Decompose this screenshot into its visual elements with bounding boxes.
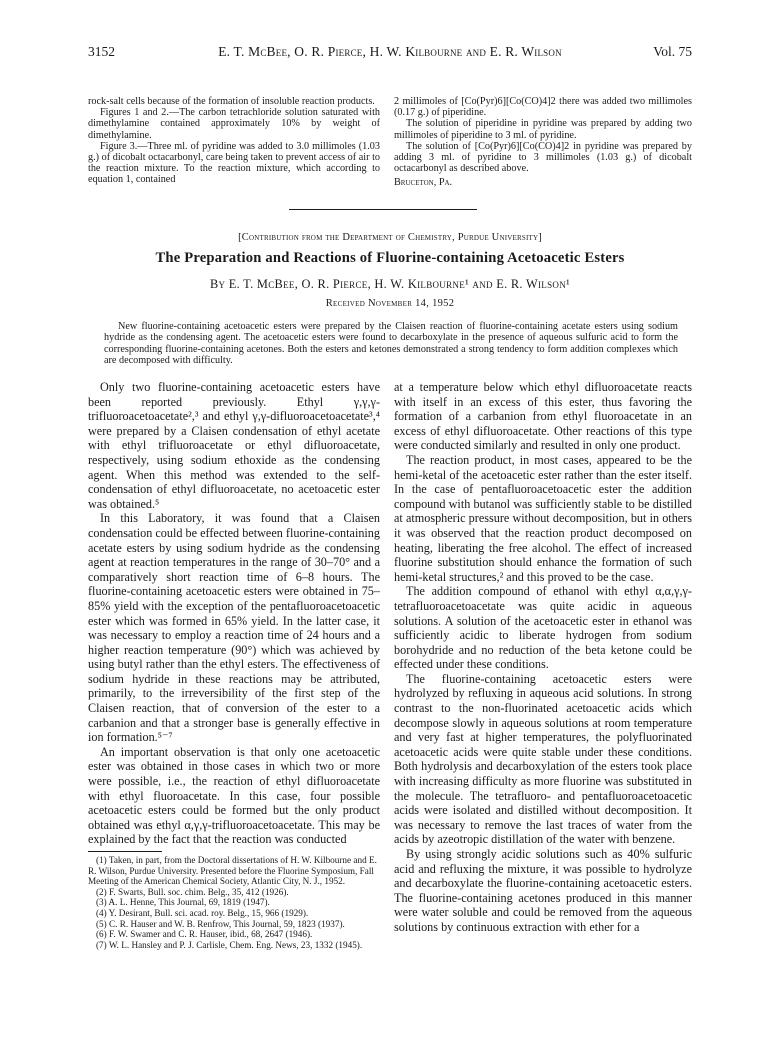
prev-article-signoff: Bruceton, Pa. bbox=[394, 177, 453, 189]
prev-paragraph: Figure 3.—Three ml. of pyridine was added to 3.0 millimoles (1.03 g.) of dicobalt octacarbonyl, care being taken to prevent access of air to the reaction mixture. To the reaction mixture, which according to equation 1, contained bbox=[88, 140, 380, 186]
body-right-column bbox=[394, 380, 692, 935]
footnote: (4) Y. Desirant, Bull. sci. acad. roy. Belg., 15, 966 (1929). bbox=[96, 907, 309, 918]
prev-paragraph: The solution of [Co(Pyr)6][Co(CO)4]2 in pyridine was prepared by adding 3 ml. of pyridine to 3 millimoles (1.03 g.) of dicobalt octacarbonyl as described above. bbox=[394, 140, 692, 175]
body-paragraph: Only two fluorine-containing acetoacetic esters have been reported previously. Ethyl γ,γ,γ-trifluoroacetoacetate²,³ and ethyl γ,γ-difluoroacetoacetate³,⁴ were prepared by a Claisen condensation of ethyl acetate with ethyl trifluoroacetate or ethyl difluoroacetate, respectively, using sodium ethoxide as the condensing agent. When this method was extended to the self-condensation of ethyl difluoroacetate, no acetoacetic ester was obtained.⁵ bbox=[88, 380, 380, 511]
prev-paragraph: Figures 1 and 2.—The carbon tetrachloride solution saturated with dimethylamine contained approximately 10% by weight of dimethylamine. bbox=[88, 107, 380, 141]
body-paragraph: By using strongly acidic solutions such as 40% sulfuric acid and refluxing the mixture, it was possible to hydrolyze and decarboxylate the fluorine-containing acetoacetic esters. The fluorine-containing acetones produced in this manner were water soluble and could be removed from the aqueous solutions by continuous extraction with ether for a bbox=[394, 847, 692, 934]
body-paragraph: The addition compound of ethanol with ethyl α,α,γ,γ-tetrafluoroacetoacetate was quite acidic in aqueous solutions. A solution of the acetoacetic ester in ethanol was sufficiently acidic to liberate hydrogen from sodium borohydride and no reduction of the beta ketone could be effected under these conditions. bbox=[394, 584, 692, 672]
contribution-line: [Contribution from the Department of Chemistry, Purdue University] bbox=[238, 232, 542, 243]
section-divider bbox=[289, 209, 477, 210]
body-left-column bbox=[88, 380, 380, 950]
body-paragraph: An important observation is that only one acetoacetic ester was obtained in those cases in which two or more were possible, i.e., the reaction of ethyl difluoroacetate with ethyl fluoroacetate. In this case, four possible acetoacetic esters could be formed but the only product obtained was ethyl α,γ,γ-trifluoroacetoacetate. This may be explained by the fact that the reaction was conducted bbox=[88, 744, 380, 847]
footnote: (7) W. L. Hansley and P. J. Carlisle, Chem. Eng. News, 23, 1332 (1945). bbox=[96, 939, 363, 950]
header-authors: E. T. McBee, O. R. Pierce, H. W. Kilbourne and E. R. Wilson bbox=[218, 44, 562, 59]
running-header bbox=[88, 44, 692, 64]
body-paragraph: The reaction product, in most cases, appeared to be the hemi-ketal of the acetoacetic ester rather than the ester itself. In the case of pentafluoroacetoacetic ester the addition compound with butanol was sufficiently stable to be distilled at atmospheric pressure without decomposition, but in others it was observed that the reaction product decomposed on heating, liberating the free alcohol. The effect of increased fluorine substitution should enhance the formation of such hemi-ketal structures,² and this proved to be the case. bbox=[394, 452, 692, 584]
footnote: (1) Taken, in part, from the Doctoral dissertations of H. W. Kilbourne and E. R. Wilson, Purdue University. Presented before the Fluorine Symposium, Fall Meeting of the American Chemical Society, Atlantic City, N. J., 1952. bbox=[88, 855, 377, 887]
body-paragraph: In this Laboratory, it was found that a Claisen condensation could be effected between fluorine-containing acetate esters by using sodium hydride as the condensing agent at reaction temperatures in the range of 30–70° and a comparatively short reaction time of 6–8 hours. The fluorine-containing acetoacetic esters were obtained in 75–85% yield with the exception of the pentafluoroacetoacetic ester which was formed in 65% yield. In the latter case, it was necessary to employ a reaction time of 24 hours and a higher reaction temperature (90°) which was achieved by using butyl rather than the ethyl esters. The effectiveness of sodium hydride in these reactions may be attributed, primarily, to the irreversibility of the first step of the Claisen reaction, that of conversion of the ester to a carbanion and that a stronger base is generally effective in ion formation.⁵⁻⁷ bbox=[88, 511, 380, 745]
footnote-divider bbox=[88, 851, 162, 852]
footnote: (3) A. L. Henne, This Journal, 69, 1819 (1947). bbox=[96, 897, 270, 908]
received-date: Received November 14, 1952 bbox=[325, 298, 455, 309]
footnote: (6) F. W. Swamer and C. R. Hauser, ibid., 68, 2647 (1946). bbox=[96, 929, 313, 940]
body-paragraph: The fluorine-containing acetoacetic esters were hydrolyzed by refluxing in aqueous acid solutions. In strong contrast to the non-fluorinated acetoacetic acids which decompose slowly in aqueous solutions at room temperature and very fast at higher temperatures, the polyfluorinated acetoacetic acids were quite stable under these conditions. Both hydrolysis and decarboxylation of the esters took place with increasing difficulty as more fluorine was substituted in the molecule. The tetrafluoro- and pentafluoroacetoacetic acids were isolated and distilled without decomposition. It was necessary to remove the last traces of water from the acids by azeotropic distillation of the water with benzene. bbox=[394, 671, 692, 847]
footnote: (5) C. R. Hauser and W. B. Renfrow, This Journal, 59, 1823 (1937). bbox=[96, 918, 345, 929]
footnotes bbox=[88, 855, 380, 950]
prev-paragraph: 2 millimoles of [Co(Pyr)6][Co(CO)4]2 there was added two millimoles (0.17 g.) of piperidine. bbox=[394, 96, 692, 119]
article-byline: By E. T. McBee, O. R. Pierce, H. W. Kilbourne¹ and E. R. Wilson¹ bbox=[209, 277, 571, 291]
volume-label: Vol. 75 bbox=[653, 44, 692, 59]
article-title: The Preparation and Reactions of Fluorine-containing Acetoacetic Esters bbox=[155, 250, 625, 266]
body-paragraph: at a temperature below which ethyl difluoroacetate reacts with itself in an excess of this ester, thus favoring the formation of a carbanion from ethyl fluoroacetate in an excess of ethyl difluoroacetate. Other reactions of this type were conducted similarly and resulted in only one product. bbox=[394, 380, 692, 453]
prev-paragraph: The solution of piperidine in pyridine was prepared by adding two millimoles of piperidine to 3 ml. of pyridine. bbox=[394, 118, 692, 141]
page-number: 3152 bbox=[88, 44, 115, 59]
abstract: New fluorine-containing acetoacetic esters were prepared by the Claisen reaction of fluorine-containing acetate esters using sodium hydride as the condensing agent. The acetoacetic esters were found to decarboxylate in the presence of aqueous sulfuric acid to form the corresponding fluorine-containing acetones. Both the esters and ketones demonstrated a strong tendency to form addition complexes which are decomposed with difficulty. bbox=[104, 321, 678, 367]
prev-article-right-column bbox=[394, 96, 692, 189]
footnote: (2) F. Swarts, Bull. soc. chim. Belg., 35, 412 (1926). bbox=[96, 886, 289, 897]
prev-paragraph: rock-salt cells because of the formation of insoluble reaction products. bbox=[88, 96, 375, 107]
prev-article-left-column bbox=[88, 96, 380, 186]
